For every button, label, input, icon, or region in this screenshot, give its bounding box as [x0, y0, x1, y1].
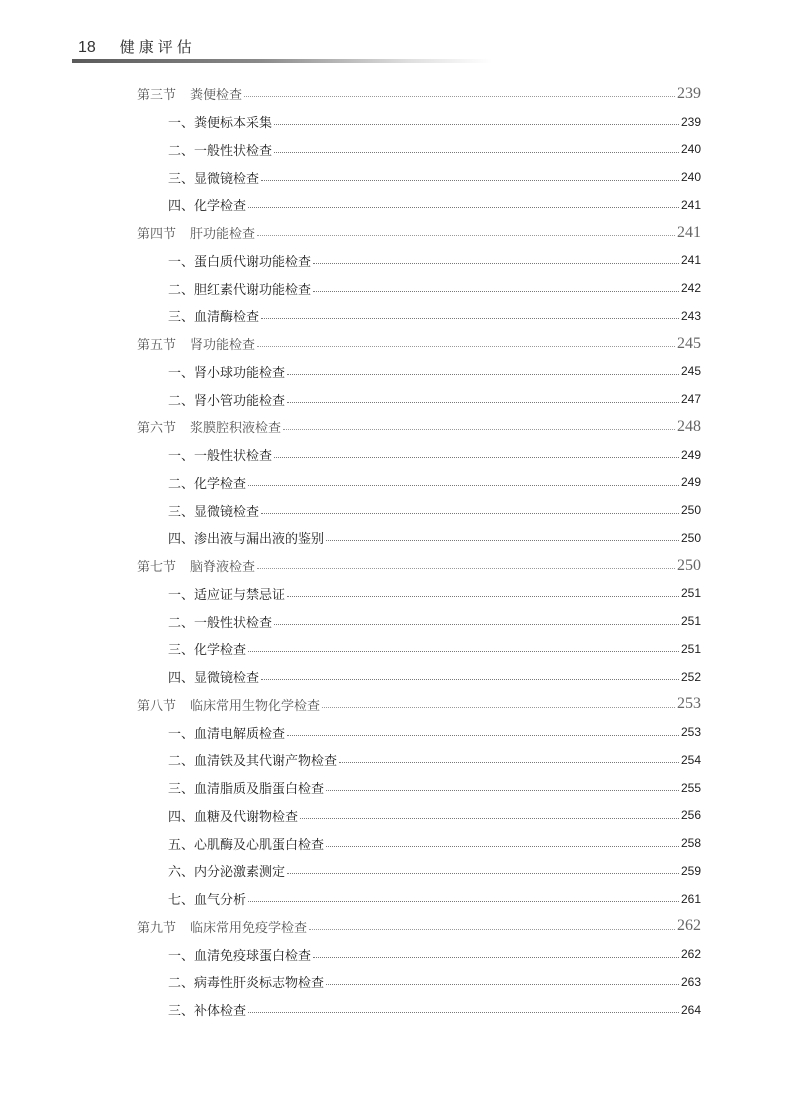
toc-item-row [137, 746, 701, 774]
toc-entry-label [137, 695, 320, 714]
entry-title: 四、渗出液与漏出液的鉴别 [168, 532, 325, 548]
entry-page-number: 250 [680, 530, 701, 545]
dot-leader [313, 263, 679, 264]
entry-page-number: 240 [680, 142, 701, 157]
entry-title: 粪便检查 [190, 88, 243, 104]
toc-item-row [137, 108, 701, 136]
toc-item-row [137, 580, 701, 608]
toc-entry-label [168, 195, 246, 214]
toc-entry-label [137, 223, 255, 242]
toc-item-row [137, 136, 701, 164]
toc-item-row [137, 163, 701, 191]
toc-entry-label [168, 806, 298, 825]
entry-page-number: 241 [680, 197, 701, 212]
entry-title: 三、血清脂质及脂蛋白检查 [168, 782, 325, 798]
table-of-contents [137, 80, 701, 1024]
entry-title: 四、血糖及代谢物检查 [168, 809, 299, 825]
entry-page-number: 245 [677, 334, 701, 352]
entry-title: 一、血清免疫球蛋白检查 [168, 948, 312, 964]
toc-entry-label [168, 667, 259, 686]
toc-entry-label [168, 445, 272, 464]
toc-entry-label [168, 112, 272, 131]
toc-item-row [137, 663, 701, 691]
toc-entry-label [168, 834, 324, 853]
entry-page-number: 241 [680, 253, 701, 268]
entry-title: 二、肾小管功能检查 [168, 393, 286, 409]
toc-section-row [137, 913, 701, 941]
toc-entry-label [137, 334, 255, 353]
dot-leader [248, 901, 679, 902]
dot-leader [274, 457, 679, 458]
toc-entry-label [168, 501, 259, 520]
toc-item-row [137, 302, 701, 330]
toc-section-row [137, 691, 701, 719]
section-number: 第三节 [137, 88, 177, 104]
toc-item-row [137, 718, 701, 746]
section-number: 第九节 [137, 920, 177, 936]
book-title: 健康评估 [119, 38, 196, 56]
dot-leader [248, 485, 679, 486]
header-rule [72, 59, 492, 63]
dot-leader [287, 402, 679, 403]
dot-leader [313, 957, 679, 958]
entry-page-number: 254 [680, 752, 701, 767]
dot-leader [322, 707, 675, 708]
entry-page-number: 250 [680, 503, 701, 518]
entry-title: 临床常用生物化学检查 [190, 698, 321, 714]
section-number: 第五节 [137, 338, 177, 354]
entry-title: 五、心肌酶及心肌蛋白检查 [168, 837, 325, 853]
toc-entry-label [168, 390, 285, 409]
entry-page-number: 251 [680, 614, 701, 629]
toc-entry-label [168, 639, 246, 658]
toc-entry-label [168, 972, 324, 991]
entry-page-number: 258 [680, 836, 701, 851]
entry-page-number: 243 [680, 308, 701, 323]
entry-page-number: 251 [680, 586, 701, 601]
toc-item-row [137, 968, 701, 996]
entry-page-number: 247 [680, 392, 701, 407]
entry-title: 临床常用免疫学检查 [190, 920, 308, 936]
section-number: 第四节 [137, 227, 177, 243]
toc-entry-label [168, 723, 285, 742]
entry-title: 四、化学检查 [168, 199, 247, 215]
entry-title: 浆膜腔积液检查 [190, 421, 282, 437]
toc-entry-label [168, 251, 311, 270]
dot-leader [283, 429, 675, 430]
dot-leader [257, 235, 675, 236]
toc-item-row [137, 635, 701, 663]
entry-title: 二、一般性状检查 [168, 143, 273, 159]
entry-page-number: 241 [677, 223, 701, 241]
entry-title: 肾功能检查 [190, 338, 256, 354]
entry-title: 四、显微镜检查 [168, 671, 260, 687]
toc-item-row [137, 385, 701, 413]
dot-leader [339, 762, 679, 763]
toc-item-row [137, 857, 701, 885]
dot-leader [313, 291, 679, 292]
entry-page-number: 242 [680, 281, 701, 296]
entry-title: 一、粪便标本采集 [168, 116, 273, 132]
toc-entry-label [168, 778, 324, 797]
entry-title: 二、血清铁及其代谢产物检查 [168, 754, 338, 770]
toc-item-row [137, 774, 701, 802]
dot-leader [309, 929, 675, 930]
page-number: 18 [78, 39, 96, 56]
toc-item-row [137, 358, 701, 386]
toc-entry-label [168, 473, 246, 492]
dot-leader [274, 124, 679, 125]
entry-title: 一、蛋白质代谢功能检查 [168, 254, 312, 270]
toc-entry-label [168, 306, 259, 325]
dot-leader [287, 735, 679, 736]
toc-section-row [137, 330, 701, 358]
dot-leader [274, 624, 679, 625]
toc-item-row [137, 885, 701, 913]
entry-page-number: 249 [680, 447, 701, 462]
toc-entry-label [168, 584, 285, 603]
entry-title: 七、血气分析 [168, 893, 247, 909]
entry-page-number: 239 [677, 84, 701, 102]
dot-leader [326, 540, 679, 541]
toc-section-row [137, 413, 701, 441]
entry-title: 三、显微镜检查 [168, 504, 260, 520]
toc-entry-label [137, 917, 307, 936]
section-number: 第八节 [137, 698, 177, 714]
dot-leader [261, 180, 679, 181]
entry-title: 脑脊液检查 [190, 560, 256, 576]
toc-section-row [137, 80, 701, 108]
entry-title: 二、化学检查 [168, 476, 247, 492]
entry-page-number: 239 [680, 114, 701, 129]
dot-leader [261, 679, 679, 680]
entry-page-number: 262 [677, 917, 701, 935]
entry-page-number: 256 [680, 808, 701, 823]
entry-title: 六、内分泌激素测定 [168, 865, 286, 881]
dot-leader [257, 346, 675, 347]
entry-page-number: 261 [680, 891, 701, 906]
toc-item-row [137, 524, 701, 552]
toc-entry-label [168, 889, 246, 908]
entry-page-number: 248 [677, 417, 701, 435]
section-number: 第六节 [137, 421, 177, 437]
toc-entry-label [137, 556, 255, 575]
toc-entry-label [168, 861, 285, 880]
entry-title: 二、一般性状检查 [168, 615, 273, 631]
running-header [78, 36, 196, 57]
dot-leader [248, 1012, 679, 1013]
entry-title: 二、胆红素代谢功能检查 [168, 282, 312, 298]
toc-entry-label [168, 362, 285, 381]
toc-entry-label [168, 750, 337, 769]
dot-leader [287, 596, 679, 597]
toc-entry-label [168, 612, 272, 631]
entry-title: 肝功能检查 [190, 227, 256, 243]
dot-leader [300, 818, 679, 819]
entry-title: 一、一般性状检查 [168, 449, 273, 465]
dot-leader [274, 152, 679, 153]
entry-page-number: 264 [680, 1002, 701, 1017]
toc-item-row [137, 996, 701, 1024]
toc-item-row [137, 441, 701, 469]
toc-entry-label [168, 279, 311, 298]
toc-entry-label [168, 168, 259, 187]
entry-page-number: 253 [677, 695, 701, 713]
entry-page-number: 245 [680, 364, 701, 379]
entry-page-number: 252 [680, 669, 701, 684]
entry-page-number: 263 [680, 974, 701, 989]
toc-entry-label [168, 945, 311, 964]
toc-item-row [137, 802, 701, 830]
dot-leader [257, 568, 675, 569]
entry-page-number: 240 [680, 170, 701, 185]
toc-item-row [137, 191, 701, 219]
toc-item-row [137, 247, 701, 275]
entry-title: 三、血清酶检查 [168, 310, 260, 326]
dot-leader [287, 374, 679, 375]
toc-item-row [137, 496, 701, 524]
toc-entry-label [168, 1000, 246, 1019]
dot-leader [261, 513, 679, 514]
entry-page-number: 251 [680, 641, 701, 656]
dot-leader [248, 651, 679, 652]
toc-item-row [137, 469, 701, 497]
dot-leader [244, 96, 675, 97]
dot-leader [326, 984, 679, 985]
dot-leader [248, 207, 679, 208]
toc-item-row [137, 940, 701, 968]
entry-page-number: 262 [680, 947, 701, 962]
entry-title: 一、肾小球功能检查 [168, 365, 286, 381]
section-number: 第七节 [137, 560, 177, 576]
toc-section-row [137, 219, 701, 247]
entry-page-number: 250 [677, 556, 701, 574]
entry-page-number: 259 [680, 863, 701, 878]
entry-page-number: 253 [680, 725, 701, 740]
toc-item-row [137, 607, 701, 635]
toc-entry-label [137, 417, 281, 436]
toc-section-row [137, 552, 701, 580]
dot-leader [261, 318, 679, 319]
entry-title: 三、补体检查 [168, 1004, 247, 1020]
toc-entry-label [137, 84, 242, 103]
toc-entry-label [168, 528, 324, 547]
dot-leader [326, 846, 679, 847]
entry-page-number: 249 [680, 475, 701, 490]
toc-entry-label [168, 140, 272, 159]
entry-title: 三、化学检查 [168, 643, 247, 659]
entry-page-number: 255 [680, 780, 701, 795]
dot-leader [287, 873, 679, 874]
toc-item-row [137, 829, 701, 857]
entry-title: 一、适应证与禁忌证 [168, 587, 286, 603]
entry-title: 三、显微镜检查 [168, 171, 260, 187]
toc-item-row [137, 274, 701, 302]
dot-leader [326, 790, 679, 791]
entry-title: 二、病毒性肝炎标志物检查 [168, 976, 325, 992]
entry-title: 一、血清电解质检查 [168, 726, 286, 742]
